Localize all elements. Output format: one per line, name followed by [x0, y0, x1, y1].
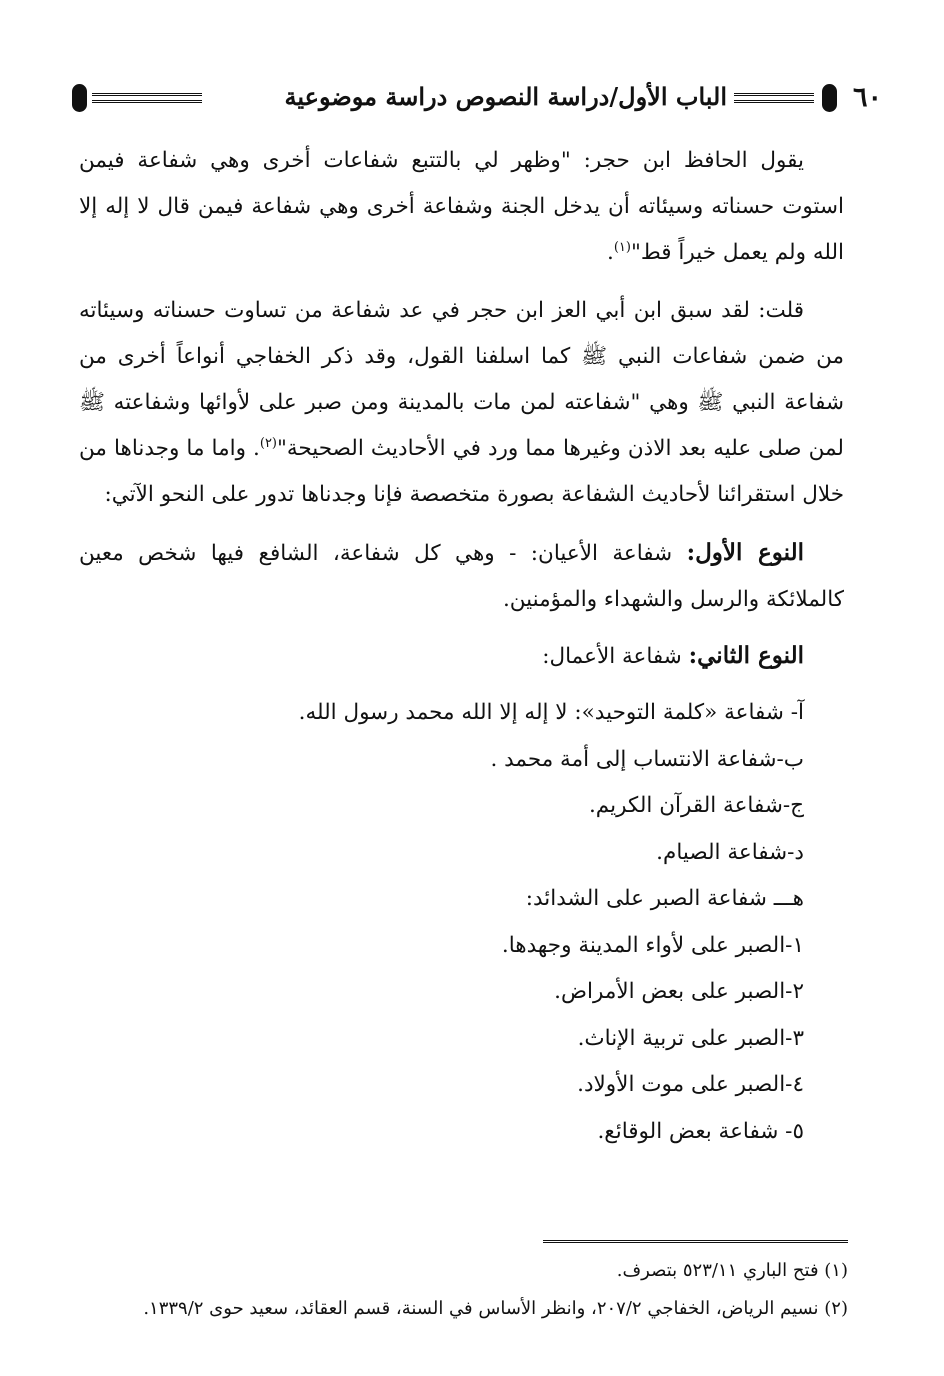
list-item: ٥- شفاعة بعض الوقائع. — [597, 1118, 804, 1144]
list-item: د-شفاعة الصيام. — [656, 839, 804, 865]
list-item: ج-شفاعة القرآن الكريم. — [588, 793, 804, 818]
list-item: ب-شفاعة الانتساب إلى أمة محمد . — [490, 746, 804, 772]
footnote-1: (١) فتح الباري ٥٢٣/١١ بتصرف. — [616, 1260, 848, 1281]
ornament-rule-right — [734, 93, 814, 103]
footnotes — [68, 1252, 848, 1328]
list-item: ٣-الصبر على تربية الإناث. — [577, 1025, 804, 1051]
footnote-2: (٢) نسيم الرياض، الخفاجي ٢٠٧/٢، وانظر الأساس في السنة، قسم العقائد، سعيد حوى ١٣٣٩/٢. — [143, 1298, 848, 1319]
list-item: ١-الصبر على لأواء المدينة وجهدها. — [501, 932, 804, 958]
list-item: آ- شفاعة «كلمة التوحيد»: لا إله إلا الله محمد رسول الله. — [298, 700, 804, 725]
page-number: ٦٠ — [852, 82, 882, 113]
type-one-label: النوع الأول: — [686, 539, 804, 566]
footnote-ref-1: (١) — [613, 239, 631, 255]
footnote-ref-2: (٢) — [259, 435, 277, 451]
main-text — [79, 138, 844, 1155]
ornament-dot-right — [822, 84, 837, 112]
type-one-section: النوع الأول: شفاعة الأعيان: - وهي كل شفاعة، الشافع فيها شخص معين كالملائكة والرسل والشهداء والمؤمنين. — [79, 539, 844, 612]
page-header — [62, 78, 882, 120]
ornament-rule-left — [92, 93, 202, 103]
type-two-section: النوع الثاني: شفاعة الأعمال: — [542, 642, 804, 669]
paragraph-ibn-hajar: يقول الحافظ ابن حجر: "وظهر لي بالتتبع شفاعات أخرى وهي شفاعة فيمن استوت حسناته وسيئاته أن يدخل الجنة وشفاعة أخرى وهي شفاعة فيمن قال لا إله إلا الله ولم يعمل خيراً قط"$^{(١)}$. — [79, 148, 844, 265]
type-two-label: النوع الثاني: — [688, 642, 804, 669]
list-item: ٤-الصبر على موت الأولاد. — [577, 1072, 804, 1097]
list-item: ٢-الصبر على بعض الأمراض. — [554, 979, 804, 1004]
chapter-title: الباب الأول/دراسة النصوص دراسة موضوعية — [284, 82, 727, 111]
ornament-dot-left — [72, 84, 87, 112]
list-item: هـــ شفاعة الصبر على الشدائد: — [525, 886, 804, 911]
paragraph-commentary: قلت: لقد سبق ابن أبي العز ابن حجر في عد شفاعة من تساوت حسناته وسيئاته من ضمن شفاعات النبي ﷺ كما اسلفنا القول، وقد ذكر الخفاجي أنواعاً أخرى من شفاعة النبي ﷺ وهي "شفاعته لمن مات بالمدينة ومن صبر على لأوائها وشفاعته ﷺ لمن صلى عليه بعد الاذن وغيرها مما ورد في الأحاديث الصحيحة"$^{(٢)}$. واما ما وجدناها من خلال استقرائنا لأحاديث الشفاعة بصورة متخصصة فإنا وجدناها تدور على النحو الآتي: — [79, 298, 844, 507]
footnote-divider — [543, 1240, 848, 1246]
works-list — [79, 690, 844, 1155]
